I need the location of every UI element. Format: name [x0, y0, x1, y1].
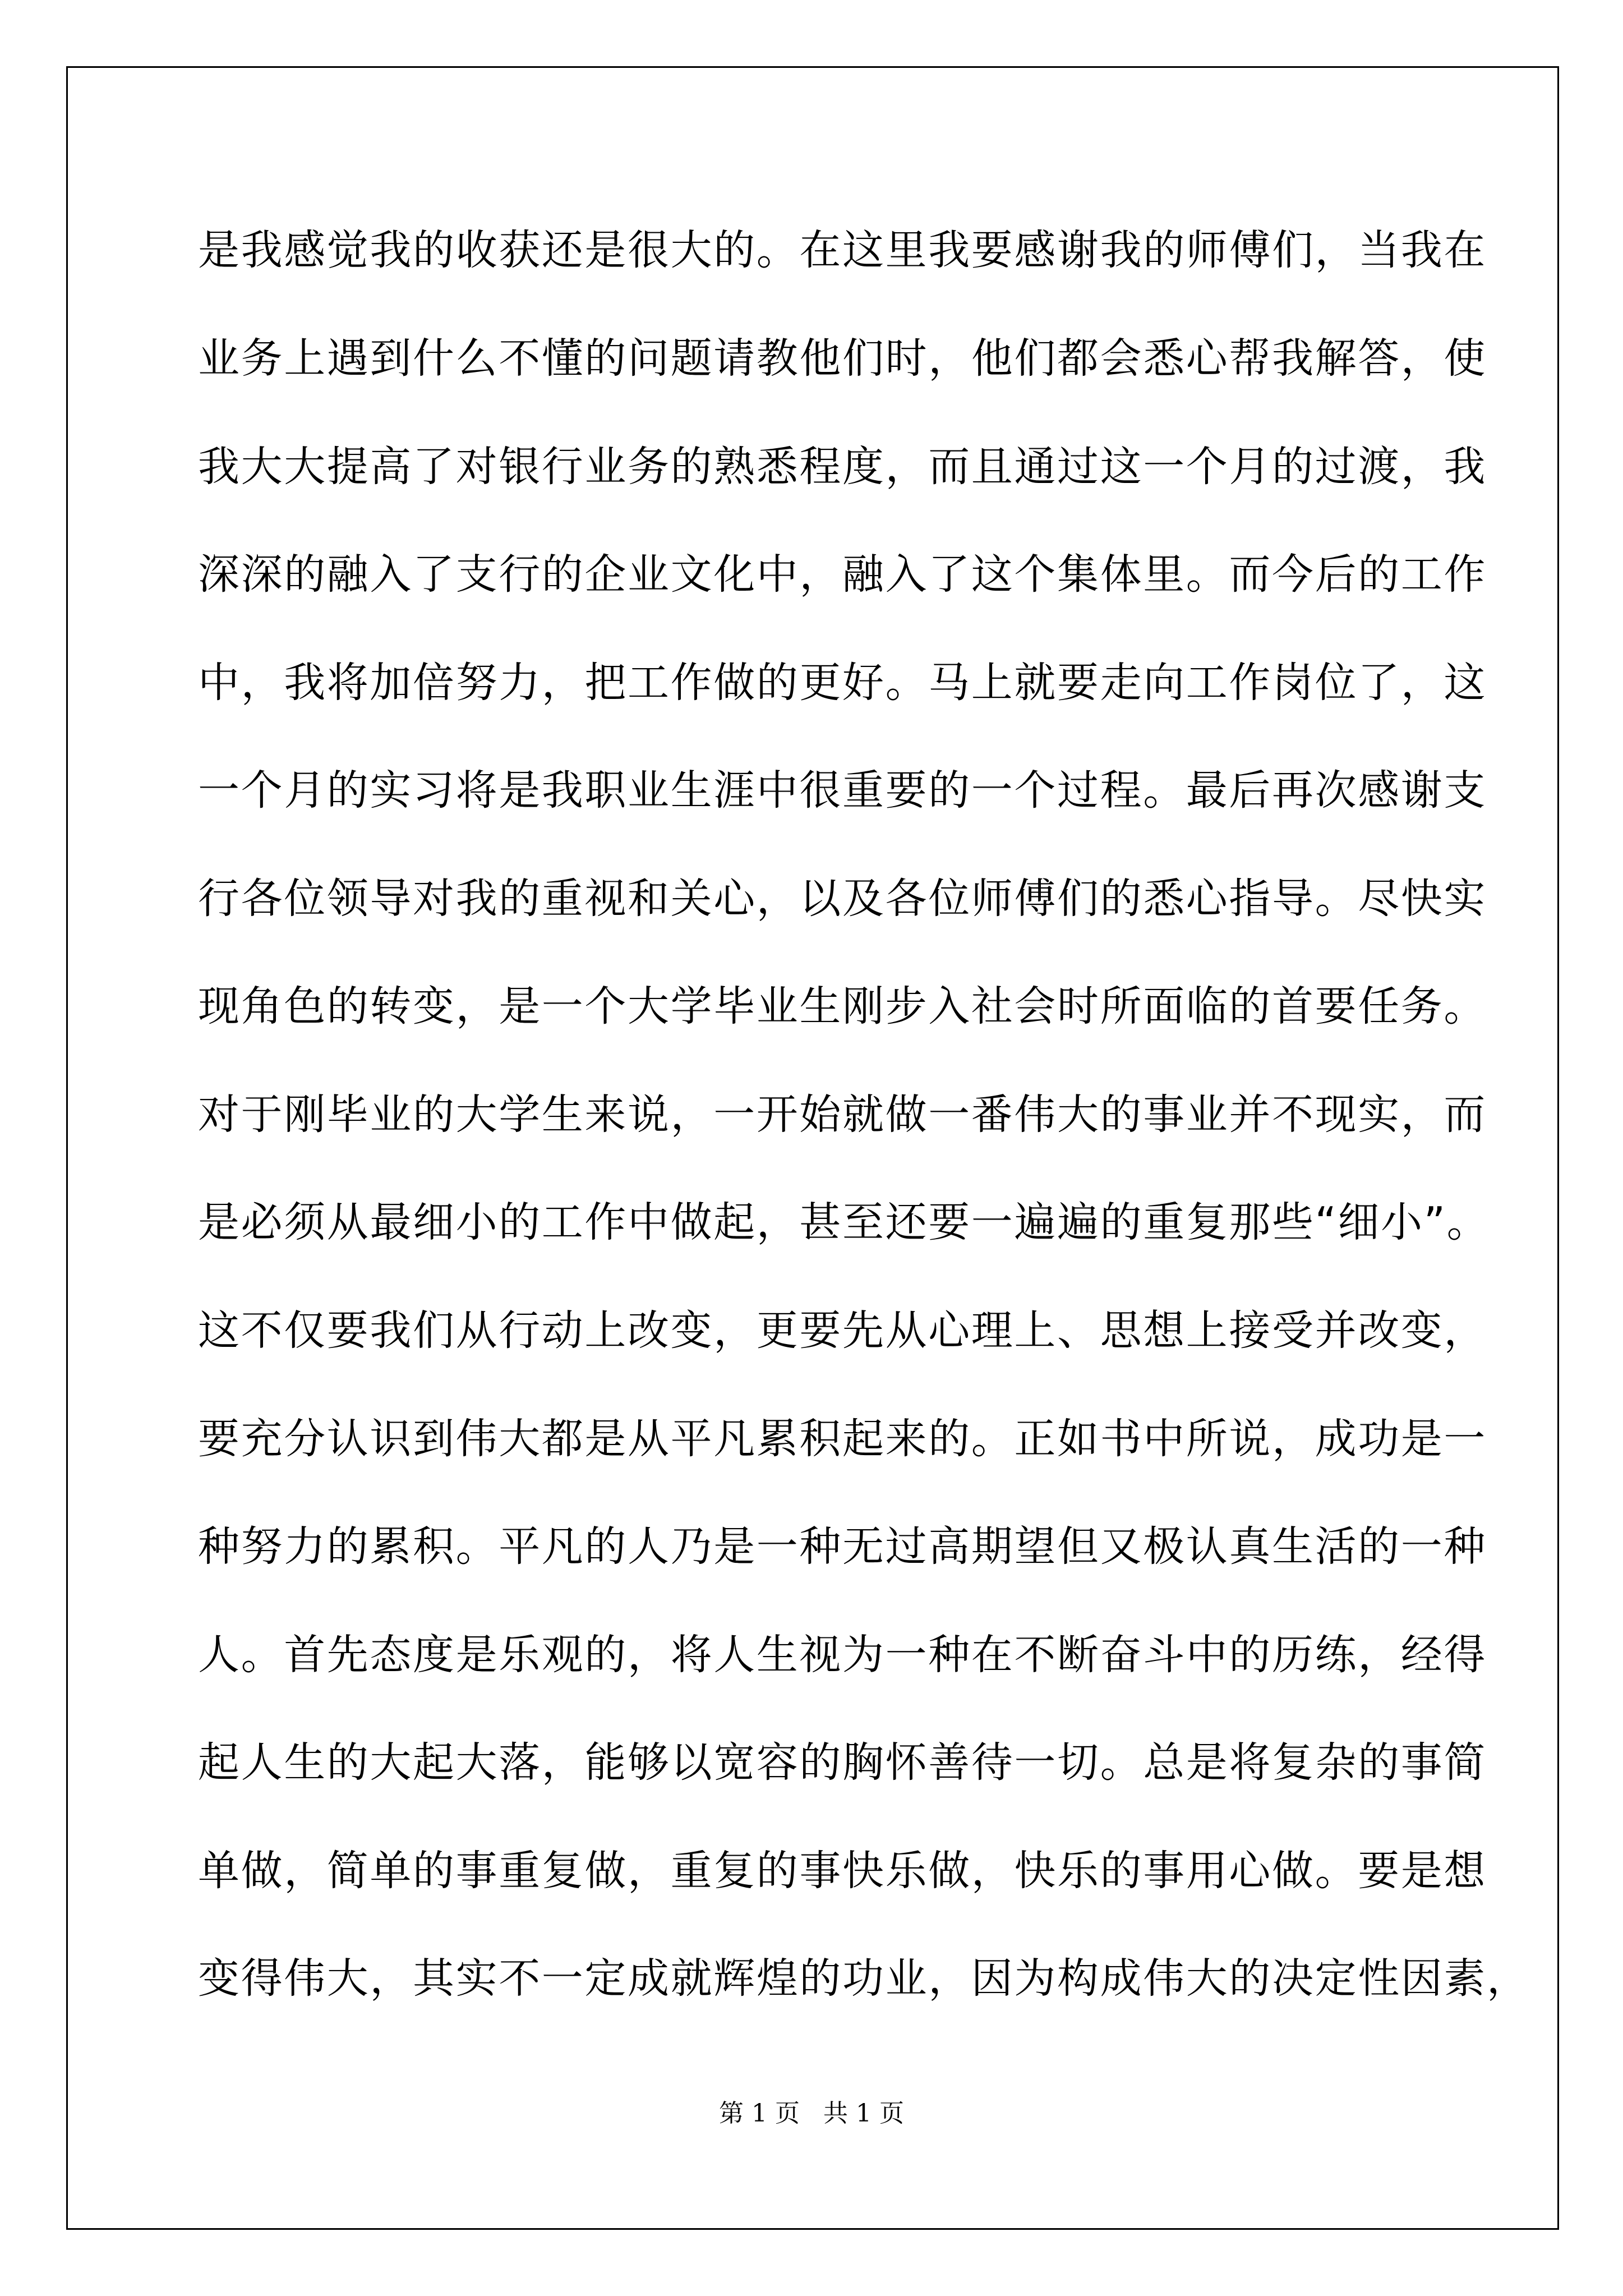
paragraph-line: 单做，简单的事重复做，重复的事快乐做，快乐的事用心做。要是想 [198, 1847, 1487, 1895]
paragraph-line: 起人生的大起大落，能够以宽容的胸怀善待一切。总是将复杂的事简 [198, 1738, 1487, 1787]
paragraph-line: 对于刚毕业的大学生来说，一开始就做一番伟大的事业并不现实，而 [198, 1091, 1487, 1139]
paragraph-line: 要充分认识到伟大都是从平凡累积起来的。正如书中所说，成功是一 [198, 1415, 1487, 1463]
page-border [66, 66, 1559, 2230]
paragraph-line: 业务上遇到什么不懂的问题请教他们时，他们都会悉心帮我解答，使 [198, 334, 1487, 383]
paragraph-line: 中，我将加倍努力，把工作做的更好。马上就要走向工作岗位了，这 [198, 659, 1487, 707]
paragraph-line: 行各位领导对我的重视和关心，以及各位师傅们的悉心指导。尽快实 [198, 875, 1487, 923]
page-number-footer: 第 1 页 共 1 页 [719, 2099, 904, 2128]
paragraph-line: 是我感觉我的收获还是很大的。在这里我要感谢我的师傅们，当我在 [198, 226, 1487, 274]
paragraph-line: 种努力的累积。平凡的人乃是一种无过高期望但又极认真生活的一种 [198, 1522, 1487, 1571]
paragraph-line: 这不仅要我们从行动上改变，更要先从心理上、思想上接受并改变， [198, 1306, 1487, 1355]
paragraph-line: 深深的融入了支行的企业文化中，融入了这个集体里。而今后的工作 [198, 550, 1487, 599]
paragraph-line: 现角色的转变，是一个大学毕业生刚步入社会时所面临的首要任务。 [198, 982, 1487, 1030]
paragraph-line: 我大大提高了对银行业务的熟悉程度，而且通过这一个月的过渡，我 [198, 443, 1487, 491]
paragraph-line: 一个月的实习将是我职业生涯中很重要的一个过程。最后再次感谢支 [198, 766, 1487, 815]
paragraph-line: 是必须从最细小的工作中做起，甚至还要一遍遍的重复那些“细小”。 [198, 1198, 1490, 1246]
paragraph-line: 人。首先态度是乐观的，将人生视为一种在不断奋斗中的历练，经得 [198, 1631, 1487, 1679]
paragraph-line: 变得伟大，其实不一定成就辉煌的功业，因为构成伟大的决定性因素， [198, 1954, 1530, 2003]
